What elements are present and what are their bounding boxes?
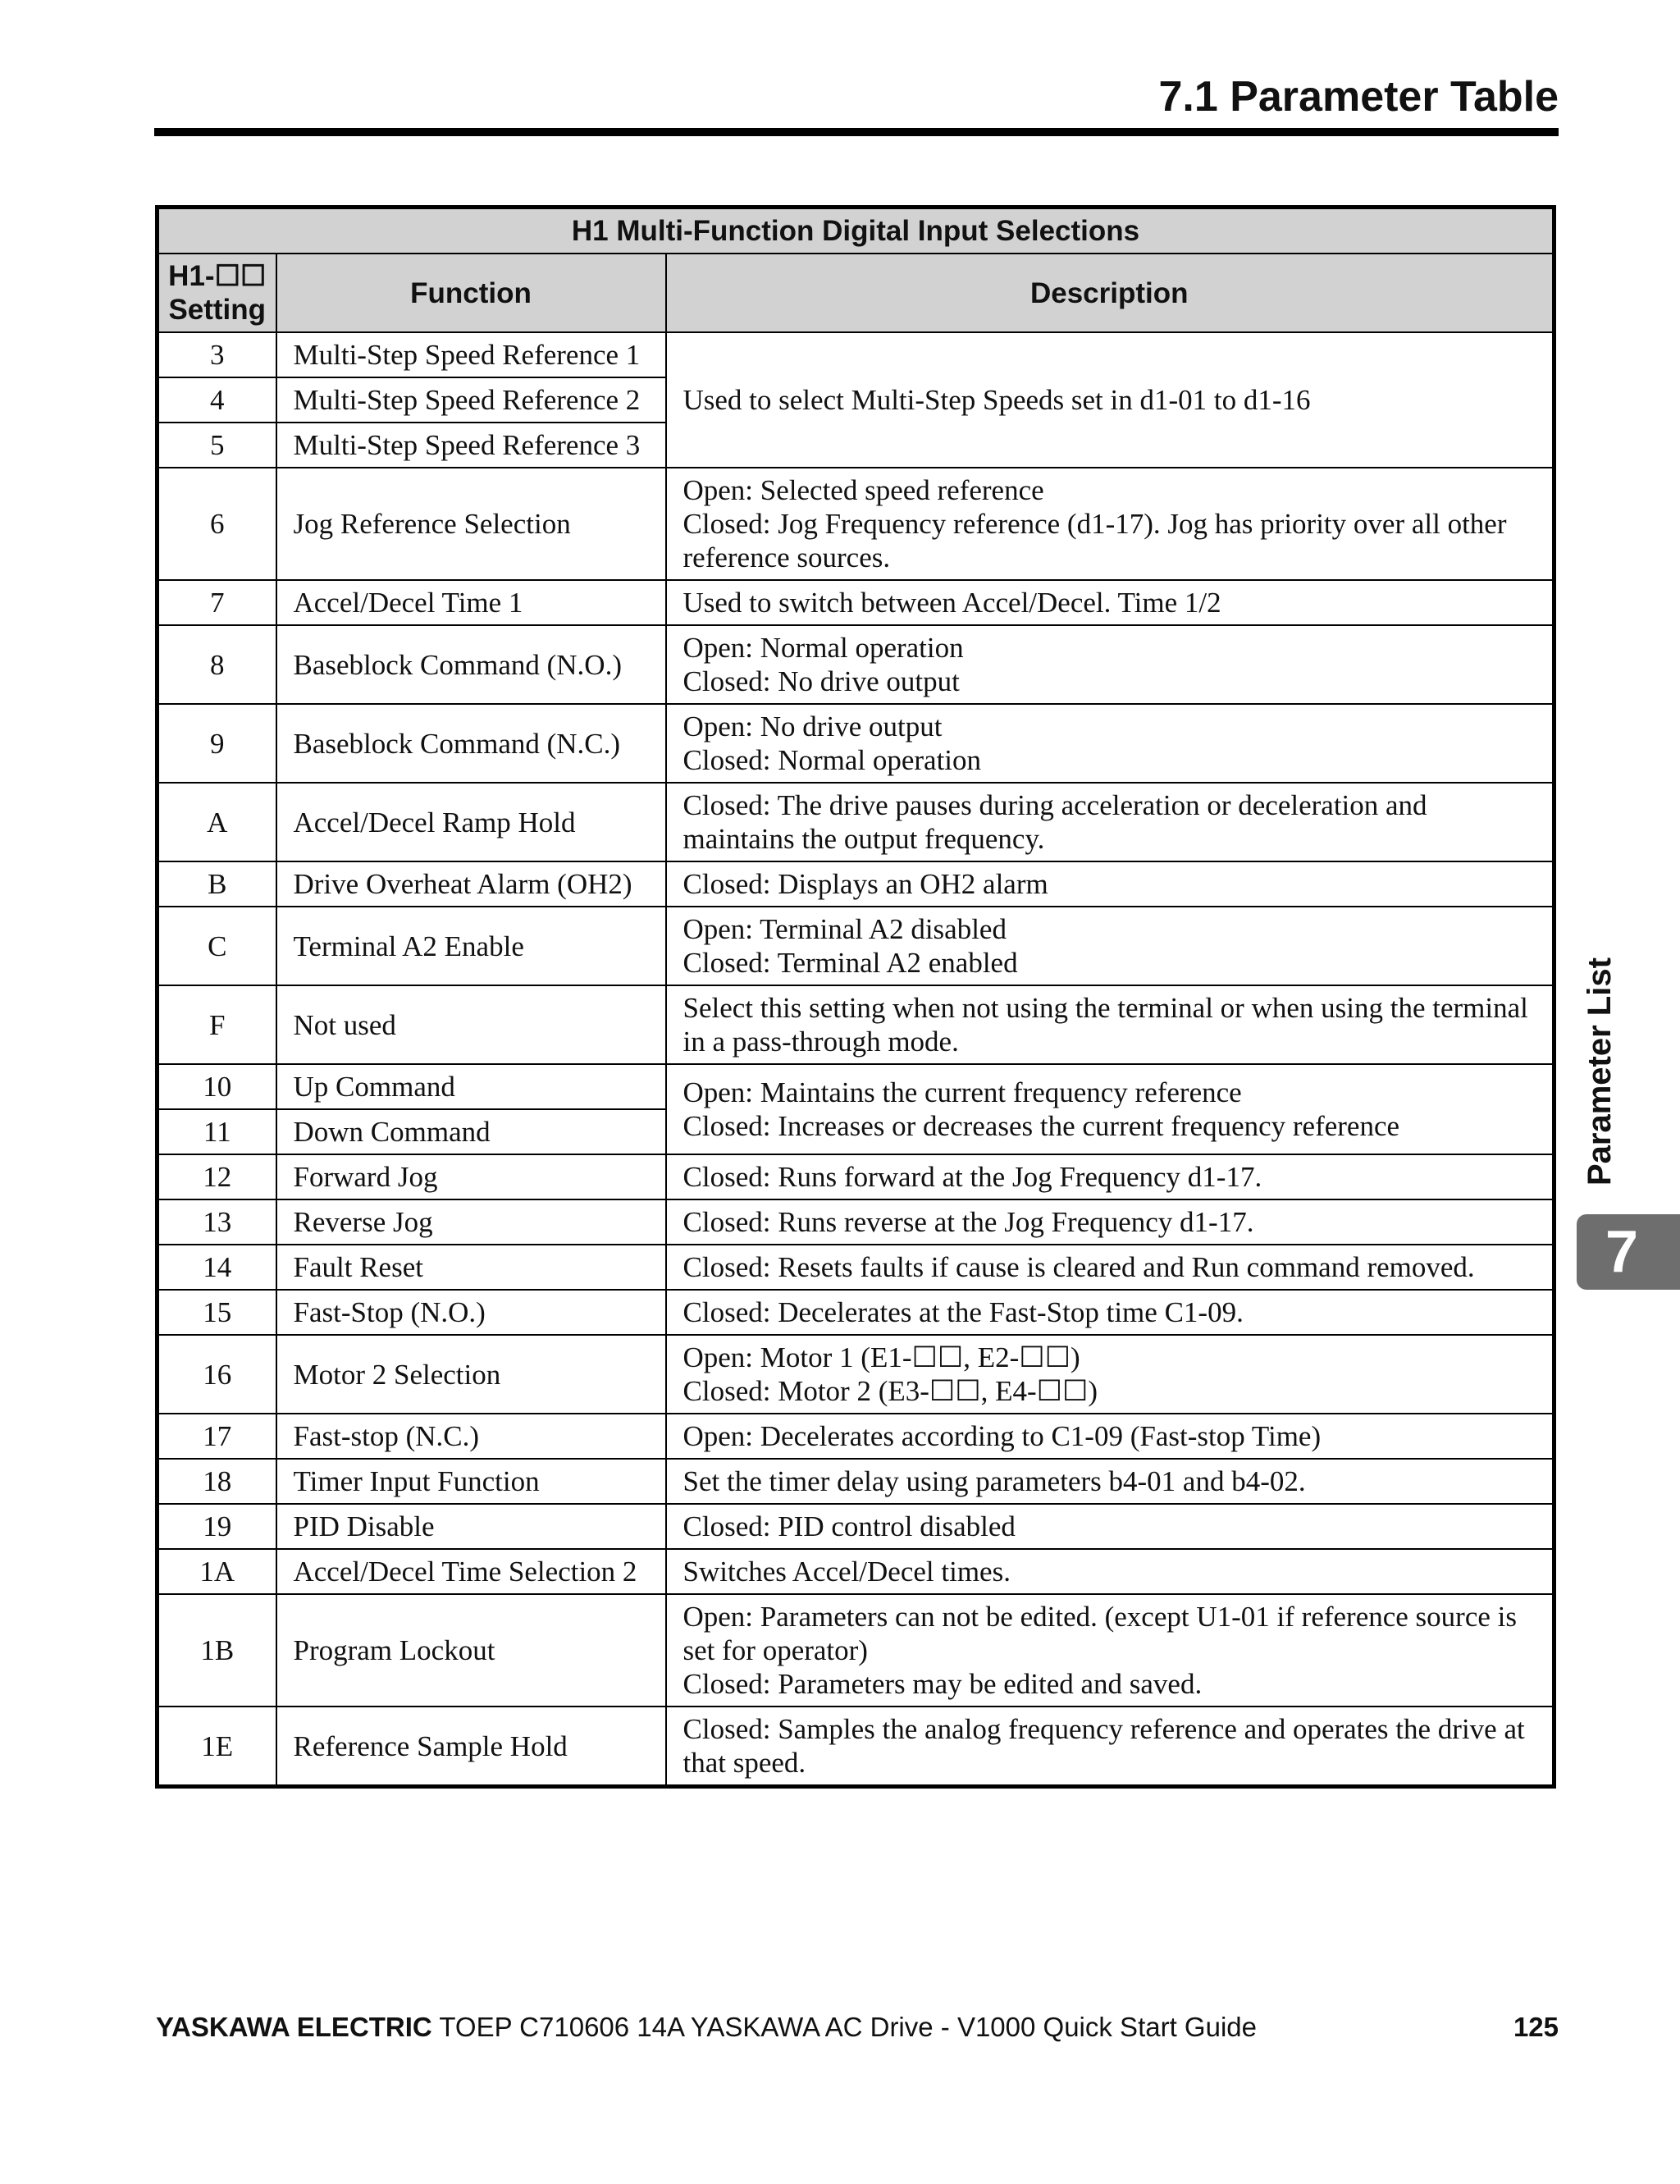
description-cell [666,907,1554,985]
table-row [158,1707,1554,1787]
description-cell [666,1549,1554,1594]
description-line: Open: Parameters can not be edited. (except U1-01 if reference source is set for operator) [682,1601,1517,1666]
table-row [158,1245,1554,1290]
description-line: Open: Selected speed reference [682,474,1044,506]
description-cell [666,1199,1554,1245]
setting-cell: 1A [158,1549,276,1594]
setting-cell: 1B [158,1594,276,1707]
description-line: Closed: Parameters may be edited and saved. [682,1668,1203,1700]
table-row [158,1414,1554,1459]
description-cell [666,1335,1554,1414]
description-line: Closed: Runs forward at the Jog Frequency d1-17. [682,1161,1262,1193]
description-line: Closed: The drive pauses during acceleration or deceleration and maintains the output frequency. [682,789,1427,855]
table-row [158,861,1554,907]
function-cell: Reverse Jog [276,1199,666,1245]
setting-cell: 13 [158,1199,276,1245]
description-line: Closed: Runs reverse at the Jog Frequency d1-17. [682,1206,1254,1238]
description-line: Used to switch between Accel/Decel. Time 1/2 [682,587,1221,619]
description-cell [666,985,1554,1064]
function-cell: PID Disable [276,1504,666,1549]
side-tab-text: Parameter List [1582,957,1618,1186]
function-cell: Up Command [276,1064,666,1109]
description-line: Closed: Decelerates at the Fast-Stop time C1-09. [682,1296,1244,1328]
description-line: Closed: No drive output [682,665,960,697]
function-cell: Drive Overheat Alarm (OH2) [276,861,666,907]
function-cell: Motor 2 Selection [276,1335,666,1414]
function-cell: Multi-Step Speed Reference 2 [276,377,666,423]
description-line: Open: Maintains the current frequency reference [682,1076,1242,1108]
function-cell: Down Command [276,1109,666,1154]
function-cell: Terminal A2 Enable [276,907,666,985]
function-cell: Baseblock Command (N.O.) [276,625,666,704]
setting-cell: 18 [158,1459,276,1504]
table-row [158,907,1554,985]
setting-cell: A [158,783,276,861]
description-cell [666,468,1554,580]
description-cell [666,1594,1554,1707]
table-row [158,1290,1554,1335]
description-line: Closed: Terminal A2 enabled [682,947,1018,979]
footer-brand: YASKAWA ELECTRIC [156,2012,432,2042]
description-cell [666,1504,1554,1549]
description-line: Closed: Samples the analog frequency reference and operates the drive at that speed. [682,1713,1525,1779]
description-line: Open: No drive output [682,710,943,742]
table-row [158,1504,1554,1549]
page-footer [156,2012,1559,2043]
chapter-tab: 7 [1577,1214,1680,1290]
function-cell: Multi-Step Speed Reference 1 [276,332,666,377]
setting-cell: 16 [158,1335,276,1414]
description-cell [666,1707,1554,1787]
description-cell [666,1290,1554,1335]
table-row [158,1199,1554,1245]
function-cell: Accel/Decel Ramp Hold [276,783,666,861]
function-cell: Not used [276,985,666,1064]
description-cell [666,861,1554,907]
setting-cell: C [158,907,276,985]
function-cell: Fault Reset [276,1245,666,1290]
function-cell: Timer Input Function [276,1459,666,1504]
description-cell [666,1154,1554,1199]
table-row [158,468,1554,580]
description-line: Closed: Jog Frequency reference (d1-17). Jog has priority over all other reference sources. [682,508,1507,573]
page-number: 125 [1513,2012,1559,2042]
setting-cell: 17 [158,1414,276,1459]
setting-cell: 1E [158,1707,276,1787]
setting-cell: 11 [158,1109,276,1154]
table-row [158,332,1554,377]
description-cell [666,1064,1554,1154]
function-cell: Accel/Decel Time 1 [276,580,666,625]
function-cell: Multi-Step Speed Reference 3 [276,423,666,468]
setting-cell: 9 [158,704,276,783]
setting-cell: 14 [158,1245,276,1290]
table-row [158,985,1554,1064]
description-cell [666,1414,1554,1459]
table-row [158,1335,1554,1414]
footer-text [156,2012,1257,2043]
function-cell: Program Lockout [276,1594,666,1707]
setting-cell: 3 [158,332,276,377]
description-line: Set the timer delay using parameters b4-01 and b4-02. [682,1465,1306,1497]
section-title: 7.1 Parameter Table [1158,73,1559,121]
description-line: Select this setting when not using the terminal or when using the terminal in a pass-through mode. [682,992,1528,1058]
table-row [158,1594,1554,1707]
description-cell [666,1245,1554,1290]
function-cell: Baseblock Command (N.C.) [276,704,666,783]
description-line: Closed: Motor 2 (E3-☐☐, E4-☐☐) [682,1375,1098,1407]
setting-cell: 10 [158,1064,276,1109]
table-row [158,580,1554,625]
description-cell [666,704,1554,783]
description-cell [666,332,1554,468]
description-line: Switches Accel/Decel times. [682,1556,1011,1588]
description-line: Used to select Multi-Step Speeds set in d1-01 to d1-16 [682,384,1311,416]
description-line: Open: Normal operation [682,632,964,664]
footer-doc: TOEP C710606 14A YASKAWA AC Drive - V1000 Quick Start Guide [431,2012,1257,2042]
description-line: Closed: PID control disabled [682,1510,1016,1542]
setting-cell: 15 [158,1290,276,1335]
function-cell: Jog Reference Selection [276,468,666,580]
header-description: Description [666,254,1554,332]
table-row [158,783,1554,861]
table-body [158,332,1554,1787]
description-line: Closed: Normal operation [682,744,982,776]
setting-cell: 8 [158,625,276,704]
description-line: Open: Decelerates according to C1-09 (Fast-stop Time) [682,1420,1322,1452]
function-cell: Accel/Decel Time Selection 2 [276,1549,666,1594]
setting-cell: F [158,985,276,1064]
title-rule [154,128,1559,136]
function-cell: Fast-stop (N.C.) [276,1414,666,1459]
description-line: Closed: Increases or decreases the current frequency reference [682,1110,1400,1142]
description-cell [666,625,1554,704]
setting-cell: 5 [158,423,276,468]
table-row [158,1549,1554,1594]
setting-cell: B [158,861,276,907]
setting-cell: 12 [158,1154,276,1199]
setting-cell: 6 [158,468,276,580]
table-row [158,625,1554,704]
parameter-table [155,205,1556,1789]
setting-cell: 4 [158,377,276,423]
description-line: Closed: Resets faults if cause is cleared and Run command removed. [682,1251,1475,1283]
table-row [158,704,1554,783]
function-cell: Forward Jog [276,1154,666,1199]
function-cell: Fast-Stop (N.O.) [276,1290,666,1335]
description-line: Open: Terminal A2 disabled [682,913,1007,945]
setting-cell: 7 [158,580,276,625]
table-caption: H1 Multi-Function Digital Input Selections [158,208,1554,254]
description-cell [666,1459,1554,1504]
description-line: Closed: Displays an OH2 alarm [682,868,1048,900]
header-function: Function [276,254,666,332]
description-cell [666,580,1554,625]
table-row [158,1459,1554,1504]
description-cell [666,783,1554,861]
table-row [158,1154,1554,1199]
header-setting: H1-☐☐ Setting [158,254,276,332]
table-row [158,1064,1554,1109]
description-line: Open: Motor 1 (E1-☐☐, E2-☐☐) [682,1341,1080,1373]
setting-cell: 19 [158,1504,276,1549]
function-cell: Reference Sample Hold [276,1707,666,1787]
